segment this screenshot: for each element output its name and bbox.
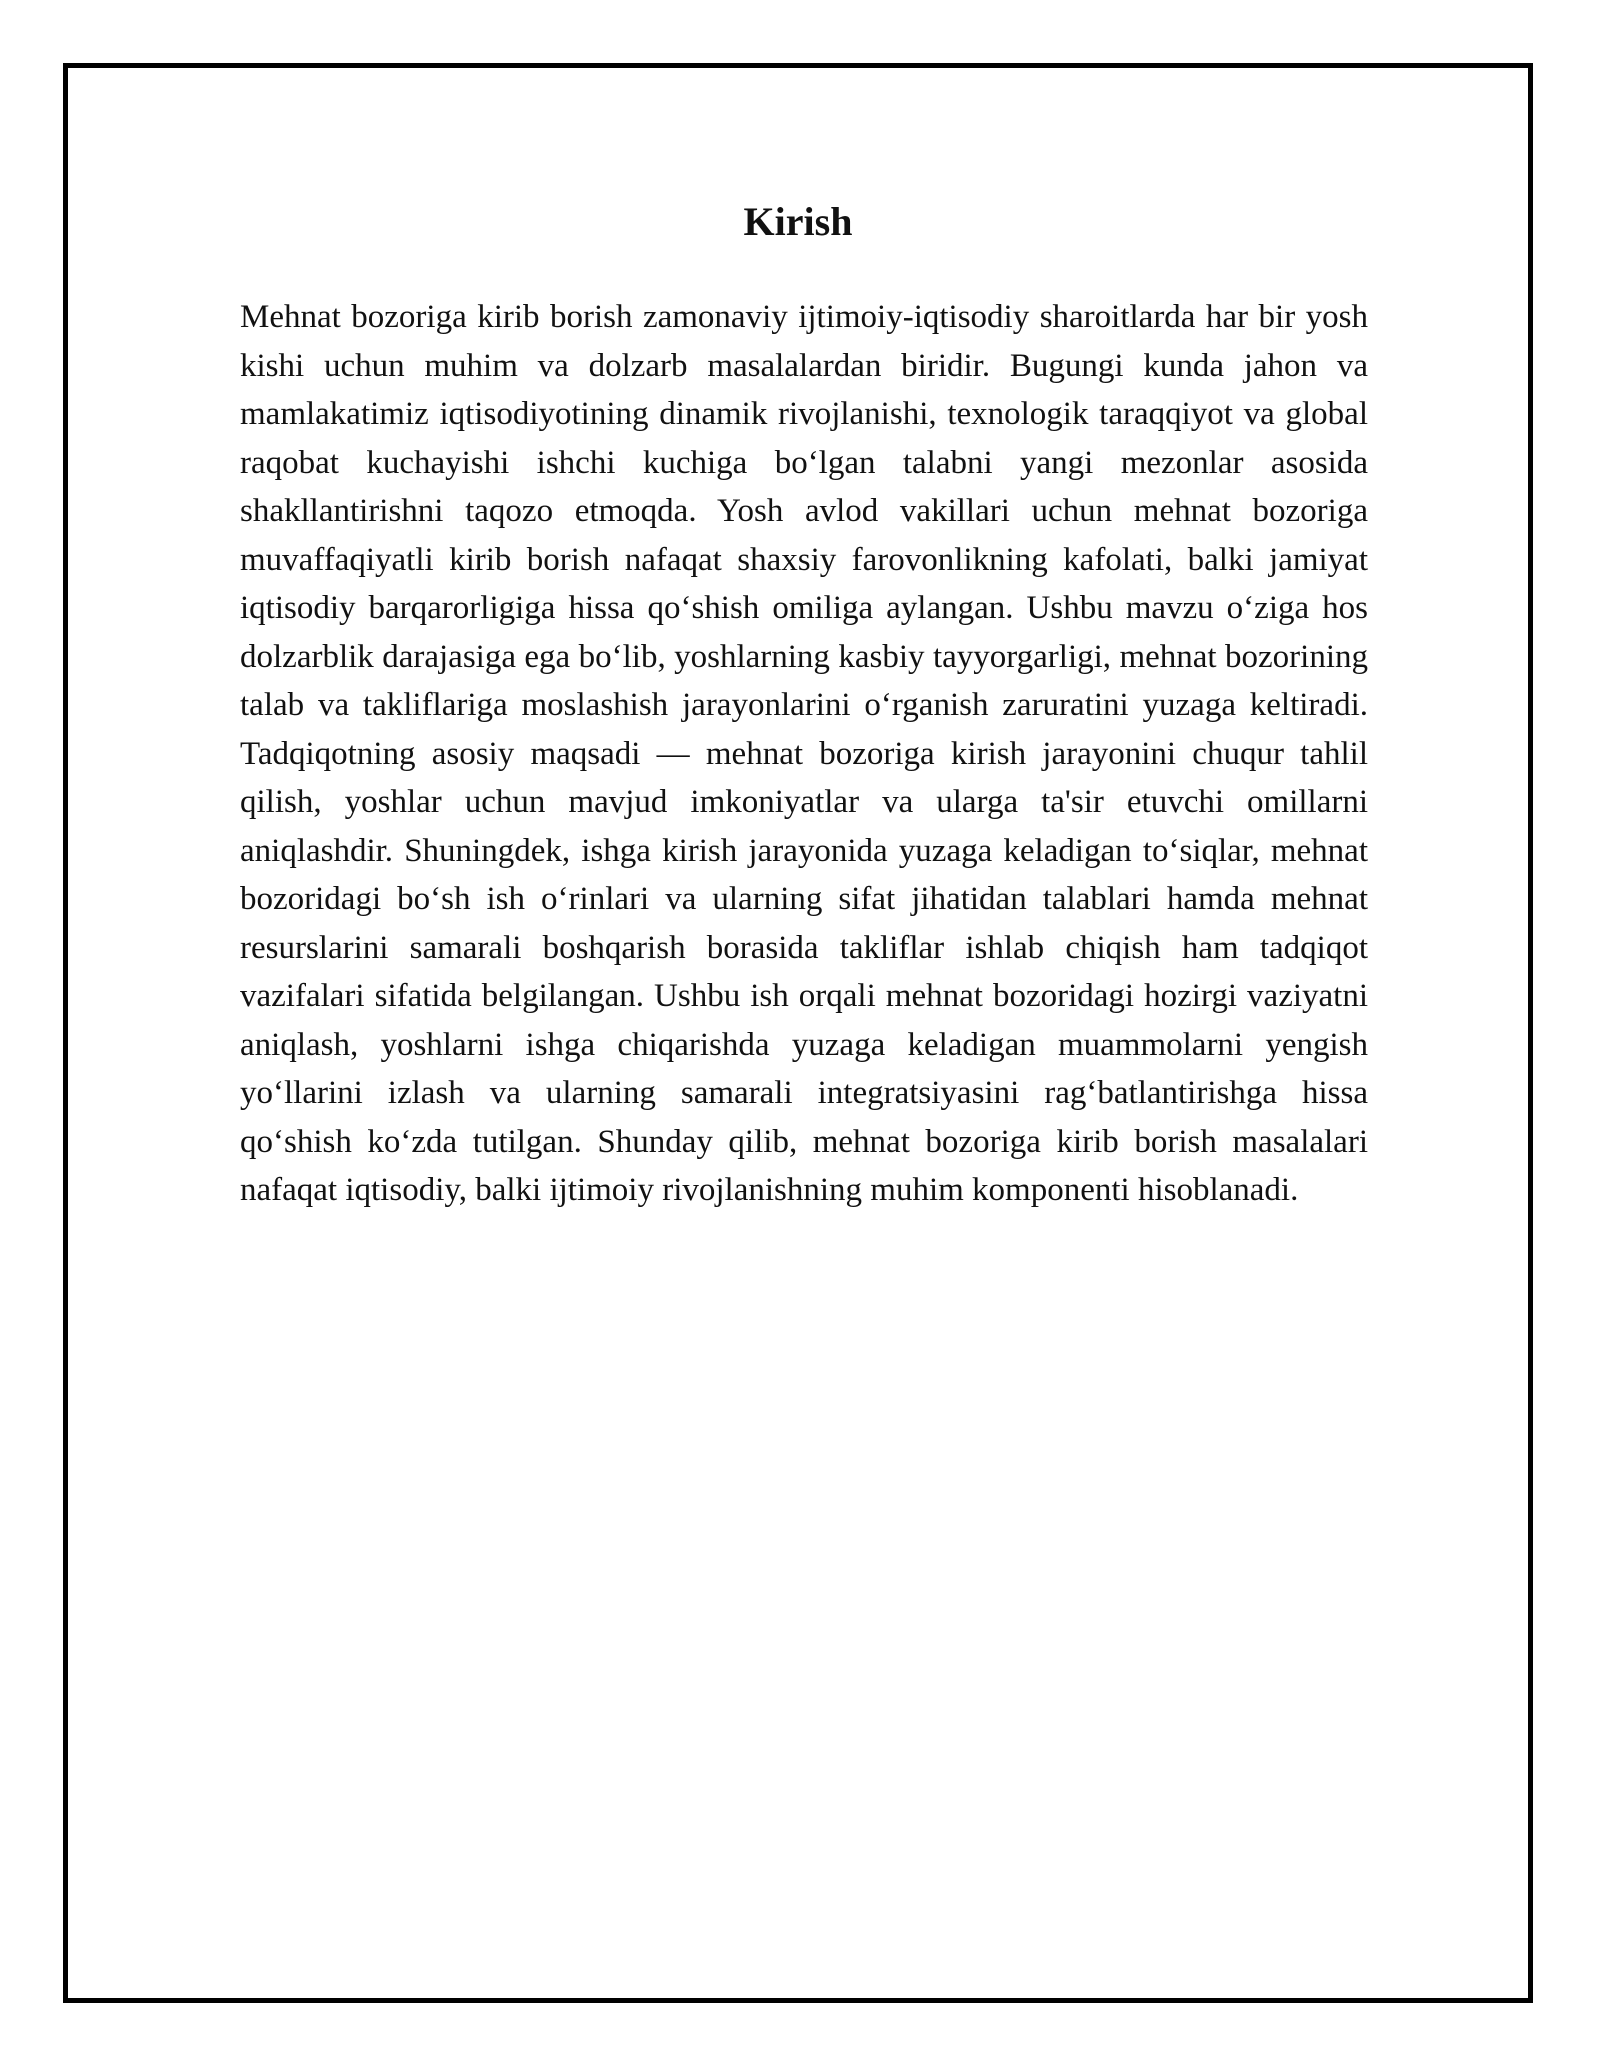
page-border-frame [63, 63, 1533, 2003]
page-title: Kirish [743, 199, 853, 244]
body-paragraph: Mehnat bozoriga kirib borish zamonaviy ijtimoiy-iqtisodiy sharoitlarda har bir yosh kishi uchun muhim va dolzarb masalalardan biridir. Bugungi kunda jahon va mamlakatimiz iqtisodiyotining dinamik rivojlanishi, texnologik taraqqiyot va global raqobat kuchayishi ishchi kuchiga bo‘lgan talabni yangi mezonlar asosida shakllantirishni taqozo etmoqda. Yosh avlod vakillari uchun mehnat bozoriga muvaffaqiyatli kirib borish nafaqat shaxsiy farovonlikning kafolati, balki jamiyat iqtisodiy barqarorligiga hissa qo‘shish omiliga aylangan. Ushbu mavzu o‘ziga hos dolzarblik darajasiga ega bo‘lib, yoshlarning kasbiy tayyorgarligi, mehnat bozorining talab va takliflariga moslashish jarayonlarini o‘rganish zaruratini yuzaga keltiradi. Tadqiqotning asosiy maqsadi — mehnat bozoriga kirish jarayonini chuqur tahlil qilish, yoshlar uchun mavjud imkoniyatlar va ularga ta'sir etuvchi omillarni aniqlashdir. Shuningdek, ishga kirish jarayonida yuzaga keladigan to‘siqlar, mehnat bozoridagi bo‘sh ish o‘rinlari va ularning sifat jihatidan talablari hamda mehnat resurslarini samarali boshqarish borasida takliflar ishlab chiqish ham tadqiqot vazifalari sifatida belgilangan. Ushbu ish orqali mehnat bozoridagi hozirgi vaziyatni aniqlash, yoshlarni ishga chiqarishda yuzaga keladigan muammolarni yengish yo‘llarini izlash va ularning samarali integratsiyasini rag‘batlantirishga hissa qo‘shish ko‘zda tutilgan. Shunday qilib, mehnat bozoriga kirib borish masalalari nafaqat iqtisodiy, balki ijtimoiy rivojlanishning muhim komponenti hisoblanadi. [240, 299, 1368, 1208]
